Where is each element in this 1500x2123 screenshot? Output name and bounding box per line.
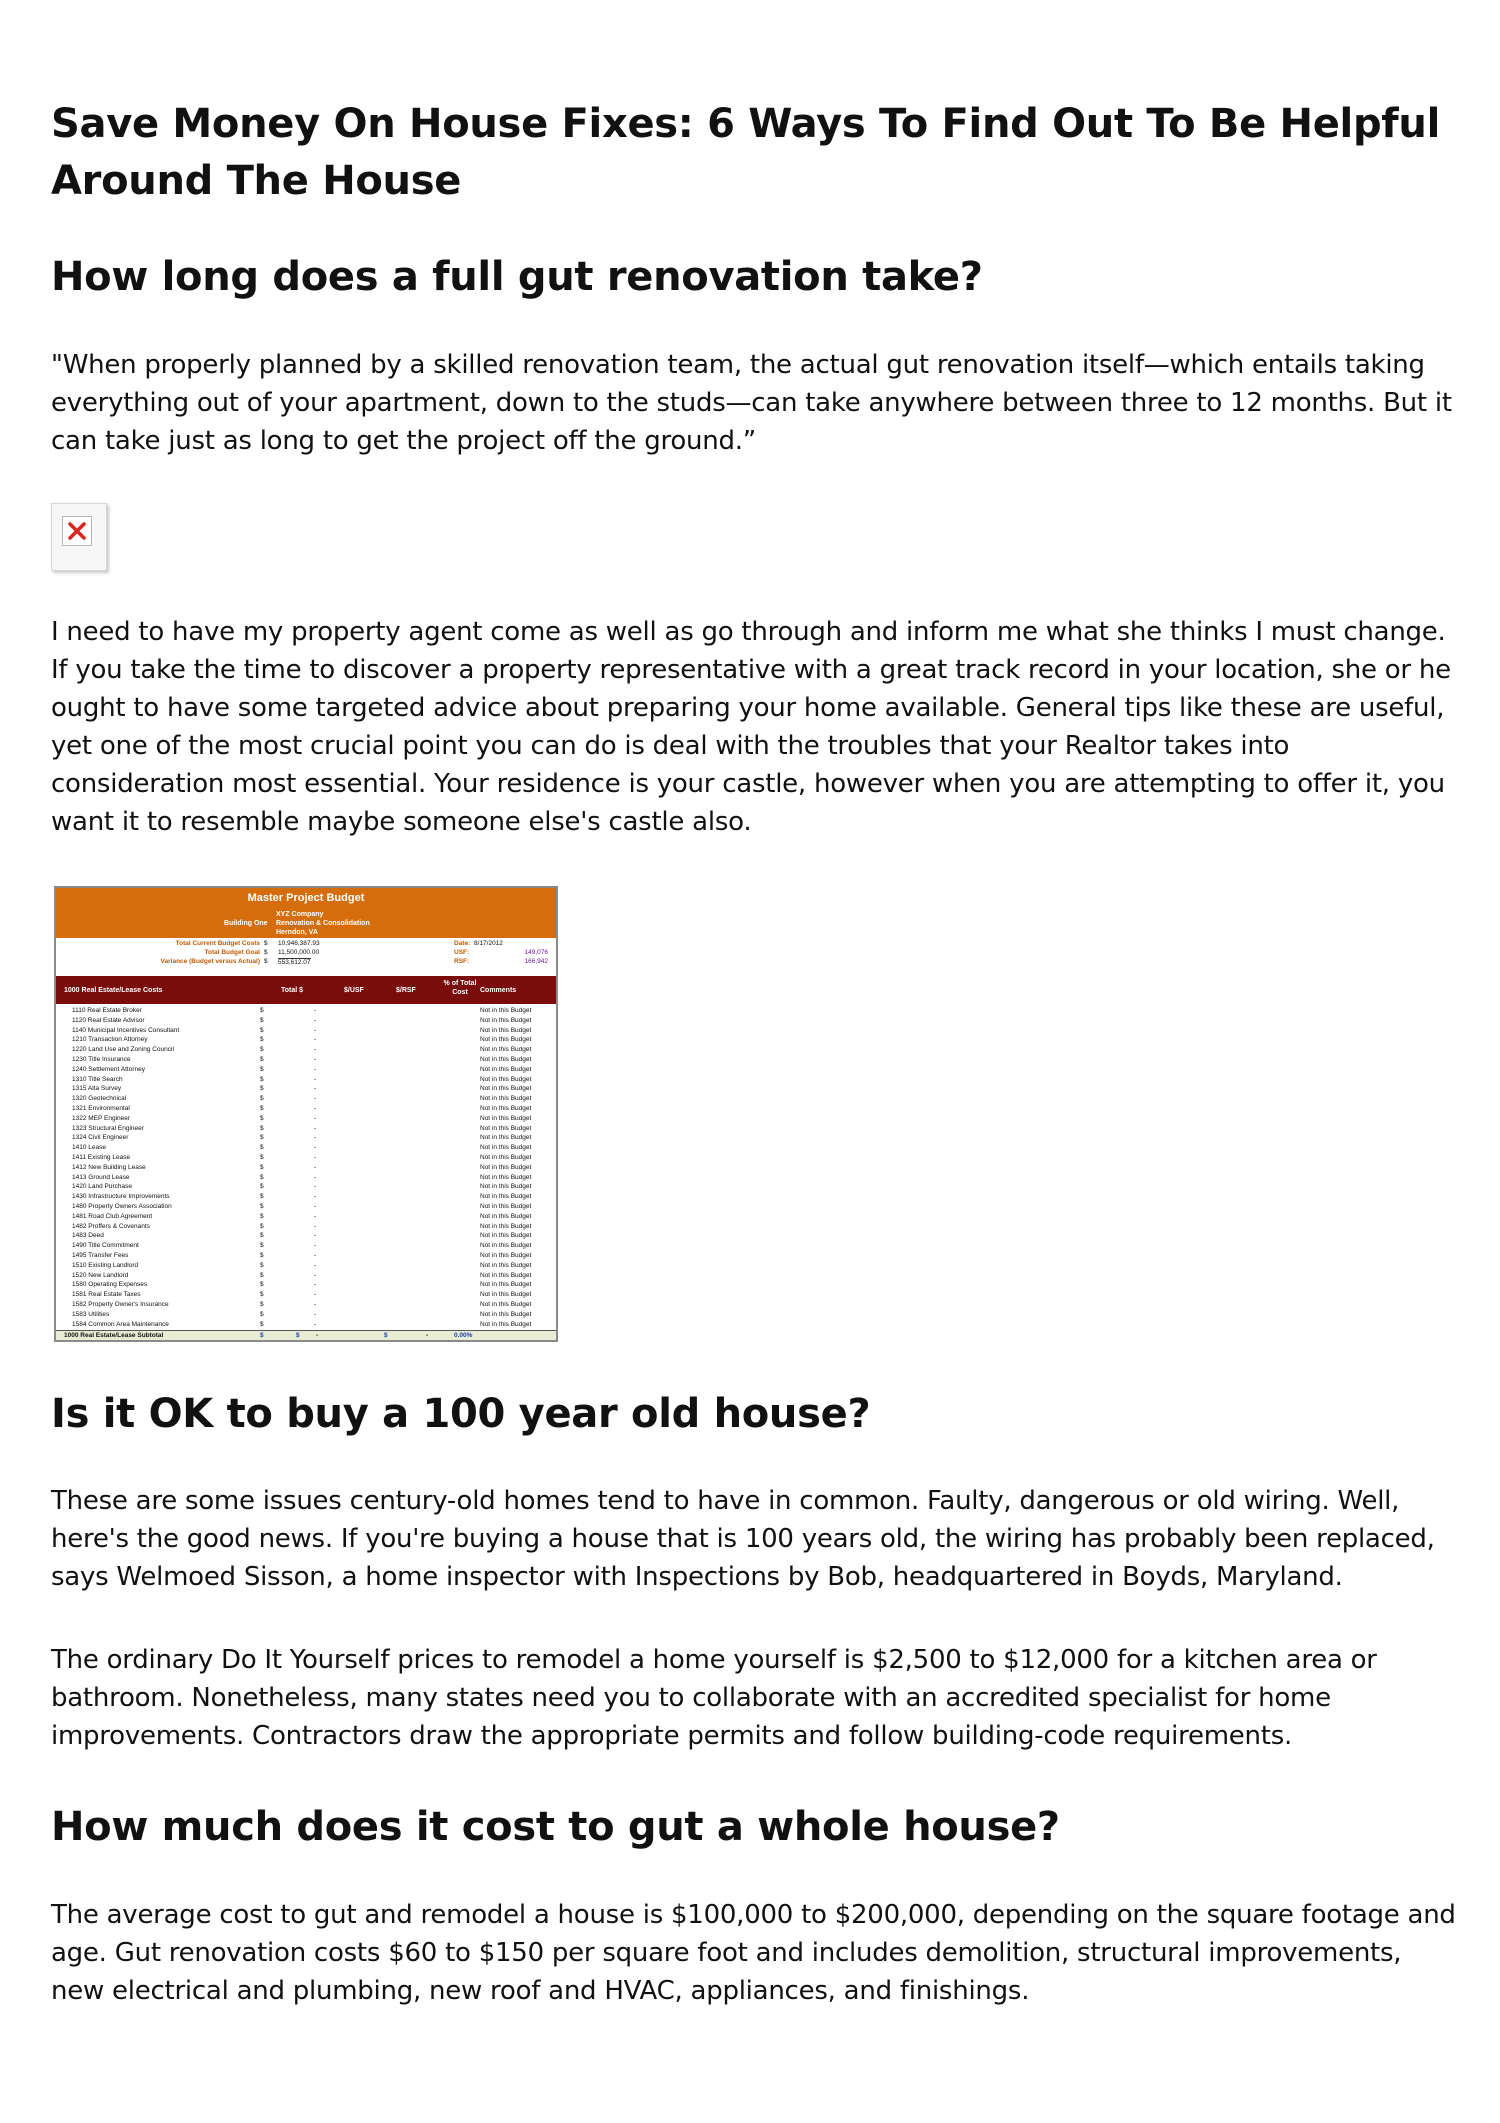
budget-row-comment: Not in this Budget bbox=[480, 1300, 532, 1308]
budget-row-currency: $ bbox=[260, 1300, 264, 1308]
budget-row-comment: Not in this Budget bbox=[480, 1173, 532, 1181]
budget-row-currency: $ bbox=[260, 1007, 264, 1014]
budget-company: XYZ Company bbox=[276, 911, 324, 918]
budget-row-comment: Not in this Budget bbox=[480, 1232, 532, 1240]
budget-row-total: - bbox=[314, 1271, 317, 1279]
budget-row-comment: Not in this Budget bbox=[480, 1075, 532, 1083]
budget-row-total: - bbox=[314, 1095, 317, 1103]
budget-row-comment: Not in this Budget bbox=[480, 1095, 532, 1103]
budget-row-label: 1324 Civil Engineer bbox=[72, 1134, 129, 1142]
paragraph-gut-cost: The average cost to gut and remodel a house is $100,000 to $200,000, depending on the square footage and age. Gut renovation costs $60 to $150 per square foot and includes demolition, structural improvements, new electrical and plumbing, new roof and HVAC, appliances, and finishings. bbox=[51, 1900, 1456, 2006]
budget-row-comment: Not in this Budget bbox=[480, 1202, 532, 1210]
budget-subtotal-row: 1000 Real Estate/Lease Subtotal $ - $ $ - 0.00% bbox=[56, 1330, 556, 1341]
budget-row-total: - bbox=[314, 1144, 317, 1152]
budget-row-currency: $ bbox=[260, 1134, 264, 1142]
budget-row-comment: Not in this Budget bbox=[480, 1153, 532, 1161]
budget-row-currency: $ bbox=[260, 1016, 264, 1024]
budget-row-currency: $ bbox=[260, 1212, 264, 1220]
paragraph-property-agent: I need to have my property agent come as well as go through and inform me what she thinks I must change. If you take the time to discover a property representative with a great track record in your location, she or he ought to have some targeted advice about preparing your home available. General tips like these are useful, yet one of the most crucial point you can do is deal with the troubles that your Realtor takes into consideration most essential. Your residence is your castle, however when you are attempting to offer it, you want it to resemble maybe someone else's castle also. bbox=[51, 617, 1451, 837]
budget-row-label: 1483 Deed bbox=[72, 1232, 104, 1240]
budget-row-comment: Not in this Budget bbox=[480, 1007, 532, 1014]
budget-rows bbox=[56, 1006, 556, 1329]
budget-row-currency: $ bbox=[260, 1222, 264, 1230]
budget-row-comment: Not in this Budget bbox=[480, 1251, 532, 1259]
budget-row-currency: $ bbox=[260, 1193, 264, 1201]
budget-row-comment: Not in this Budget bbox=[480, 1065, 532, 1073]
budget-row bbox=[56, 1271, 556, 1281]
paragraph-gut-renovation-time: "When properly planned by a skilled renovation team, the actual gut renovation itself—which entails taking everything out of your apartment, down to the studs—can take anywhere between three to 12 months. But it can take just as long to get the project off the ground.” bbox=[51, 350, 1452, 456]
budget-row-label: 1584 Common Area Maintenance bbox=[72, 1320, 169, 1328]
budget-row bbox=[56, 1222, 556, 1232]
budget-building: Building One bbox=[224, 920, 268, 927]
budget-row-total: - bbox=[314, 1007, 317, 1014]
budget-row-comment: Not in this Budget bbox=[480, 1261, 532, 1269]
budget-row-label: 1482 Proffers & Covenants bbox=[72, 1222, 150, 1230]
budget-row bbox=[56, 1163, 556, 1173]
budget-row-comment: Not in this Budget bbox=[480, 1193, 532, 1201]
budget-row-comment: Not in this Budget bbox=[480, 1163, 532, 1171]
budget-row-currency: $ bbox=[260, 1183, 264, 1191]
budget-row bbox=[56, 1133, 556, 1143]
budget-row-label: 1120 Real Estate Advisor bbox=[72, 1016, 145, 1024]
budget-row-label: 1140 Municipal Incentives Consultant bbox=[72, 1026, 180, 1034]
budget-row-label: 1210 Transaction Attorney bbox=[72, 1036, 148, 1044]
budget-row-currency: $ bbox=[260, 1271, 264, 1279]
budget-row bbox=[56, 1280, 556, 1290]
budget-row-comment: Not in this Budget bbox=[480, 1320, 532, 1328]
budget-row-comment: Not in this Budget bbox=[480, 1114, 532, 1122]
budget-row-label: 1323 Structural Engineer bbox=[72, 1124, 144, 1132]
budget-row-total: - bbox=[314, 1153, 317, 1161]
budget-row-comment: Not in this Budget bbox=[480, 1055, 532, 1063]
budget-row-label: 1412 New Building Lease bbox=[72, 1163, 146, 1171]
budget-location: Herndon, VA bbox=[276, 929, 318, 936]
budget-row-currency: $ bbox=[260, 1075, 264, 1083]
budget-row-currency: $ bbox=[260, 1261, 264, 1269]
budget-summary bbox=[56, 938, 556, 972]
budget-row-label: 1315 Alta Survey bbox=[72, 1085, 122, 1093]
budget-row-label: 1495 Transfer Fees bbox=[72, 1251, 129, 1259]
budget-row bbox=[56, 1153, 556, 1163]
budget-row-label: 1110 Real Estate Broker bbox=[72, 1007, 142, 1014]
budget-row-comment: Not in this Budget bbox=[480, 1183, 532, 1191]
budget-row-total: - bbox=[314, 1251, 317, 1259]
budget-row-total: - bbox=[314, 1173, 317, 1181]
budget-row bbox=[56, 1114, 556, 1124]
budget-row-total: - bbox=[314, 1075, 317, 1083]
budget-row bbox=[56, 1075, 556, 1085]
budget-column-header: 1000 Real Estate/Lease Costs Total $ $/USF $/RSF % of Total Cost Comments bbox=[56, 976, 556, 1004]
budget-row-total: - bbox=[314, 1124, 317, 1132]
budget-row-label: 1411 Existing Lease bbox=[72, 1153, 131, 1161]
budget-spreadsheet-image bbox=[54, 886, 558, 1342]
budget-row bbox=[56, 1094, 556, 1104]
budget-row-label: 1480 Property Owners Association bbox=[72, 1202, 172, 1210]
budget-row bbox=[56, 1202, 556, 1212]
budget-row-comment: Not in this Budget bbox=[480, 1104, 532, 1112]
budget-row-comment: Not in this Budget bbox=[480, 1144, 532, 1152]
summary-row: Total Budget Goal $ 11,500,000.00 USF: 149,076 bbox=[204, 949, 548, 956]
budget-row bbox=[56, 1016, 556, 1026]
budget-row-currency: $ bbox=[260, 1202, 264, 1210]
budget-row-total: - bbox=[314, 1016, 317, 1024]
budget-row-currency: $ bbox=[260, 1124, 264, 1132]
budget-row-total: - bbox=[314, 1320, 317, 1328]
budget-row-comment: Not in this Budget bbox=[480, 1212, 532, 1220]
budget-row-label: 1490 Title Commitment bbox=[72, 1242, 139, 1250]
budget-row-label: 1220 Land Use and Zoning Council bbox=[72, 1046, 174, 1054]
budget-row-currency: $ bbox=[260, 1163, 264, 1171]
budget-header bbox=[56, 888, 556, 938]
budget-row-total: - bbox=[314, 1281, 317, 1289]
budget-row-currency: $ bbox=[260, 1046, 264, 1054]
budget-row-total: - bbox=[314, 1242, 317, 1250]
budget-row bbox=[56, 1261, 556, 1271]
budget-row bbox=[56, 1143, 556, 1153]
budget-row-label: 1580 Operating Expenses bbox=[72, 1281, 148, 1289]
budget-row-currency: $ bbox=[260, 1251, 264, 1259]
budget-row-label: 1310 Title Search bbox=[72, 1075, 123, 1083]
budget-row-total: - bbox=[314, 1026, 317, 1034]
budget-row-total: - bbox=[314, 1222, 317, 1230]
budget-row-currency: $ bbox=[260, 1291, 264, 1299]
budget-row-comment: Not in this Budget bbox=[480, 1046, 532, 1054]
budget-row-label: 1230 Title Insurance bbox=[72, 1055, 131, 1063]
budget-row-currency: $ bbox=[260, 1144, 264, 1152]
budget-row-label: 1510 Existing Landlord bbox=[72, 1261, 139, 1269]
budget-row-currency: $ bbox=[260, 1173, 264, 1181]
section-heading-gut-renovation-time: How long does a full gut renovation take? bbox=[51, 254, 983, 300]
budget-row-total: - bbox=[314, 1232, 317, 1240]
budget-row bbox=[56, 1310, 556, 1320]
budget-row-currency: $ bbox=[260, 1114, 264, 1122]
budget-row bbox=[56, 1320, 556, 1330]
budget-row-comment: Not in this Budget bbox=[480, 1242, 532, 1250]
budget-row bbox=[56, 1084, 556, 1094]
budget-row-currency: $ bbox=[260, 1095, 264, 1103]
budget-row-comment: Not in this Budget bbox=[480, 1134, 532, 1142]
budget-row bbox=[56, 1231, 556, 1241]
budget-row-comment: Not in this Budget bbox=[480, 1026, 532, 1034]
budget-row-currency: $ bbox=[260, 1320, 264, 1328]
budget-row-total: - bbox=[314, 1134, 317, 1142]
budget-row bbox=[56, 1300, 556, 1310]
budget-row-comment: Not in this Budget bbox=[480, 1016, 532, 1024]
budget-row bbox=[56, 1290, 556, 1300]
budget-row bbox=[56, 1065, 556, 1075]
paragraph-century-house: These are some issues century-old homes tend to have in common. Faulty, dangerous or old wiring. Well, here's the good news. If you're buying a house that is 100 years old, the wiring has probably been replaced, says Welmoed Sisson, a home inspector with Inspections by Bob, headquartered in Boyds, Maryland. bbox=[51, 1486, 1435, 1592]
budget-row-label: 1240 Settlement Attorney bbox=[72, 1065, 145, 1073]
budget-project: Renovation & Consolidation bbox=[276, 920, 370, 927]
budget-row-total: - bbox=[314, 1065, 317, 1073]
budget-row bbox=[56, 1173, 556, 1183]
budget-row-currency: $ bbox=[260, 1104, 264, 1112]
budget-row-comment: Not in this Budget bbox=[480, 1310, 532, 1318]
budget-row-currency: $ bbox=[260, 1085, 264, 1093]
budget-row-label: 1410 Lease bbox=[72, 1144, 106, 1152]
budget-row-currency: $ bbox=[260, 1281, 264, 1289]
budget-row bbox=[56, 1055, 556, 1065]
budget-row-total: - bbox=[314, 1104, 317, 1112]
budget-row-label: 1430 Infrastructure Improvements bbox=[72, 1193, 170, 1201]
budget-row bbox=[56, 1124, 556, 1134]
page-title: Save Money On House Fixes: 6 Ways To Find Out To Be Helpful Around The House bbox=[51, 101, 1440, 204]
budget-row bbox=[56, 1104, 556, 1114]
summary-row: Variance (Budget versus Actual) $ 553,612.07 RSF: 166,942 bbox=[160, 958, 548, 966]
budget-row-label: 1582 Property Owner's Insurance bbox=[72, 1300, 169, 1308]
budget-row-label: 1321 Environmental bbox=[72, 1104, 130, 1112]
budget-row bbox=[56, 1006, 556, 1016]
budget-row-total: - bbox=[314, 1310, 317, 1318]
budget-row-total: - bbox=[314, 1193, 317, 1201]
budget-row-currency: $ bbox=[260, 1153, 264, 1161]
budget-title: Master Project Budget bbox=[247, 892, 365, 904]
budget-row-total: - bbox=[314, 1036, 317, 1044]
budget-row-label: 1320 Geotechnical bbox=[72, 1095, 127, 1103]
budget-row-comment: Not in this Budget bbox=[480, 1036, 532, 1044]
budget-row-total: - bbox=[314, 1055, 317, 1063]
budget-row-currency: $ bbox=[260, 1232, 264, 1240]
summary-row: Total Current Budget Costs $ 10,946,387.93 Date: 8/17/2012 bbox=[175, 940, 503, 947]
budget-row-total: - bbox=[314, 1261, 317, 1269]
budget-row-comment: Not in this Budget bbox=[480, 1291, 532, 1299]
budget-row-comment: Not in this Budget bbox=[480, 1281, 532, 1289]
budget-row-total: - bbox=[314, 1300, 317, 1308]
budget-row-label: 1520 New Landlord bbox=[72, 1271, 129, 1279]
budget-row-total: - bbox=[314, 1183, 317, 1191]
section-heading-gut-cost: How much does it cost to gut a whole house? bbox=[51, 1804, 1060, 1850]
budget-row-currency: $ bbox=[260, 1026, 264, 1034]
budget-row bbox=[56, 1045, 556, 1055]
budget-row-currency: $ bbox=[260, 1036, 264, 1044]
budget-row-total: - bbox=[314, 1046, 317, 1054]
budget-row-label: 1481 Road Club Agreement bbox=[72, 1212, 153, 1220]
budget-row-label: 1322 MEP Engineer bbox=[72, 1114, 131, 1122]
budget-row bbox=[56, 1251, 556, 1261]
budget-row-total: - bbox=[314, 1085, 317, 1093]
budget-row-label: 1413 Ground Lease bbox=[72, 1173, 130, 1181]
budget-row-total: - bbox=[314, 1291, 317, 1299]
budget-row bbox=[56, 1182, 556, 1192]
budget-row bbox=[56, 1035, 556, 1045]
budget-row-currency: $ bbox=[260, 1310, 264, 1318]
budget-row-comment: Not in this Budget bbox=[480, 1222, 532, 1230]
budget-row-label: 1583 Utilities bbox=[72, 1310, 110, 1318]
budget-row-total: - bbox=[314, 1163, 317, 1171]
section-heading-century-house: Is it OK to buy a 100 year old house? bbox=[51, 1391, 871, 1437]
budget-row-total: - bbox=[314, 1212, 317, 1220]
budget-row bbox=[56, 1212, 556, 1222]
budget-row-total: - bbox=[314, 1114, 317, 1122]
budget-row bbox=[56, 1192, 556, 1202]
budget-row-currency: $ bbox=[260, 1055, 264, 1063]
budget-row bbox=[56, 1241, 556, 1251]
paragraph-diy-costs: The ordinary Do It Yourself prices to remodel a home yourself is $2,500 to $12,000 for a kitchen area or bathroom. Nonetheless, many states need you to collaborate with an accredited specialist for home improvements. Contractors draw the appropriate permits and follow building-code requirements. bbox=[51, 1645, 1377, 1751]
broken-image-placeholder bbox=[51, 503, 107, 571]
budget-row-label: 1420 Land Purchase bbox=[72, 1183, 132, 1191]
broken-image-icon bbox=[62, 516, 92, 546]
budget-row-comment: Not in this Budget bbox=[480, 1124, 532, 1132]
budget-row-label: 1581 Real Estate Taxes bbox=[72, 1291, 141, 1299]
budget-row-currency: $ bbox=[260, 1065, 264, 1073]
budget-row-comment: Not in this Budget bbox=[480, 1271, 532, 1279]
budget-row-currency: $ bbox=[260, 1242, 264, 1250]
budget-row-total: - bbox=[314, 1202, 317, 1210]
budget-row-comment: Not in this Budget bbox=[480, 1085, 532, 1093]
budget-row bbox=[56, 1026, 556, 1036]
